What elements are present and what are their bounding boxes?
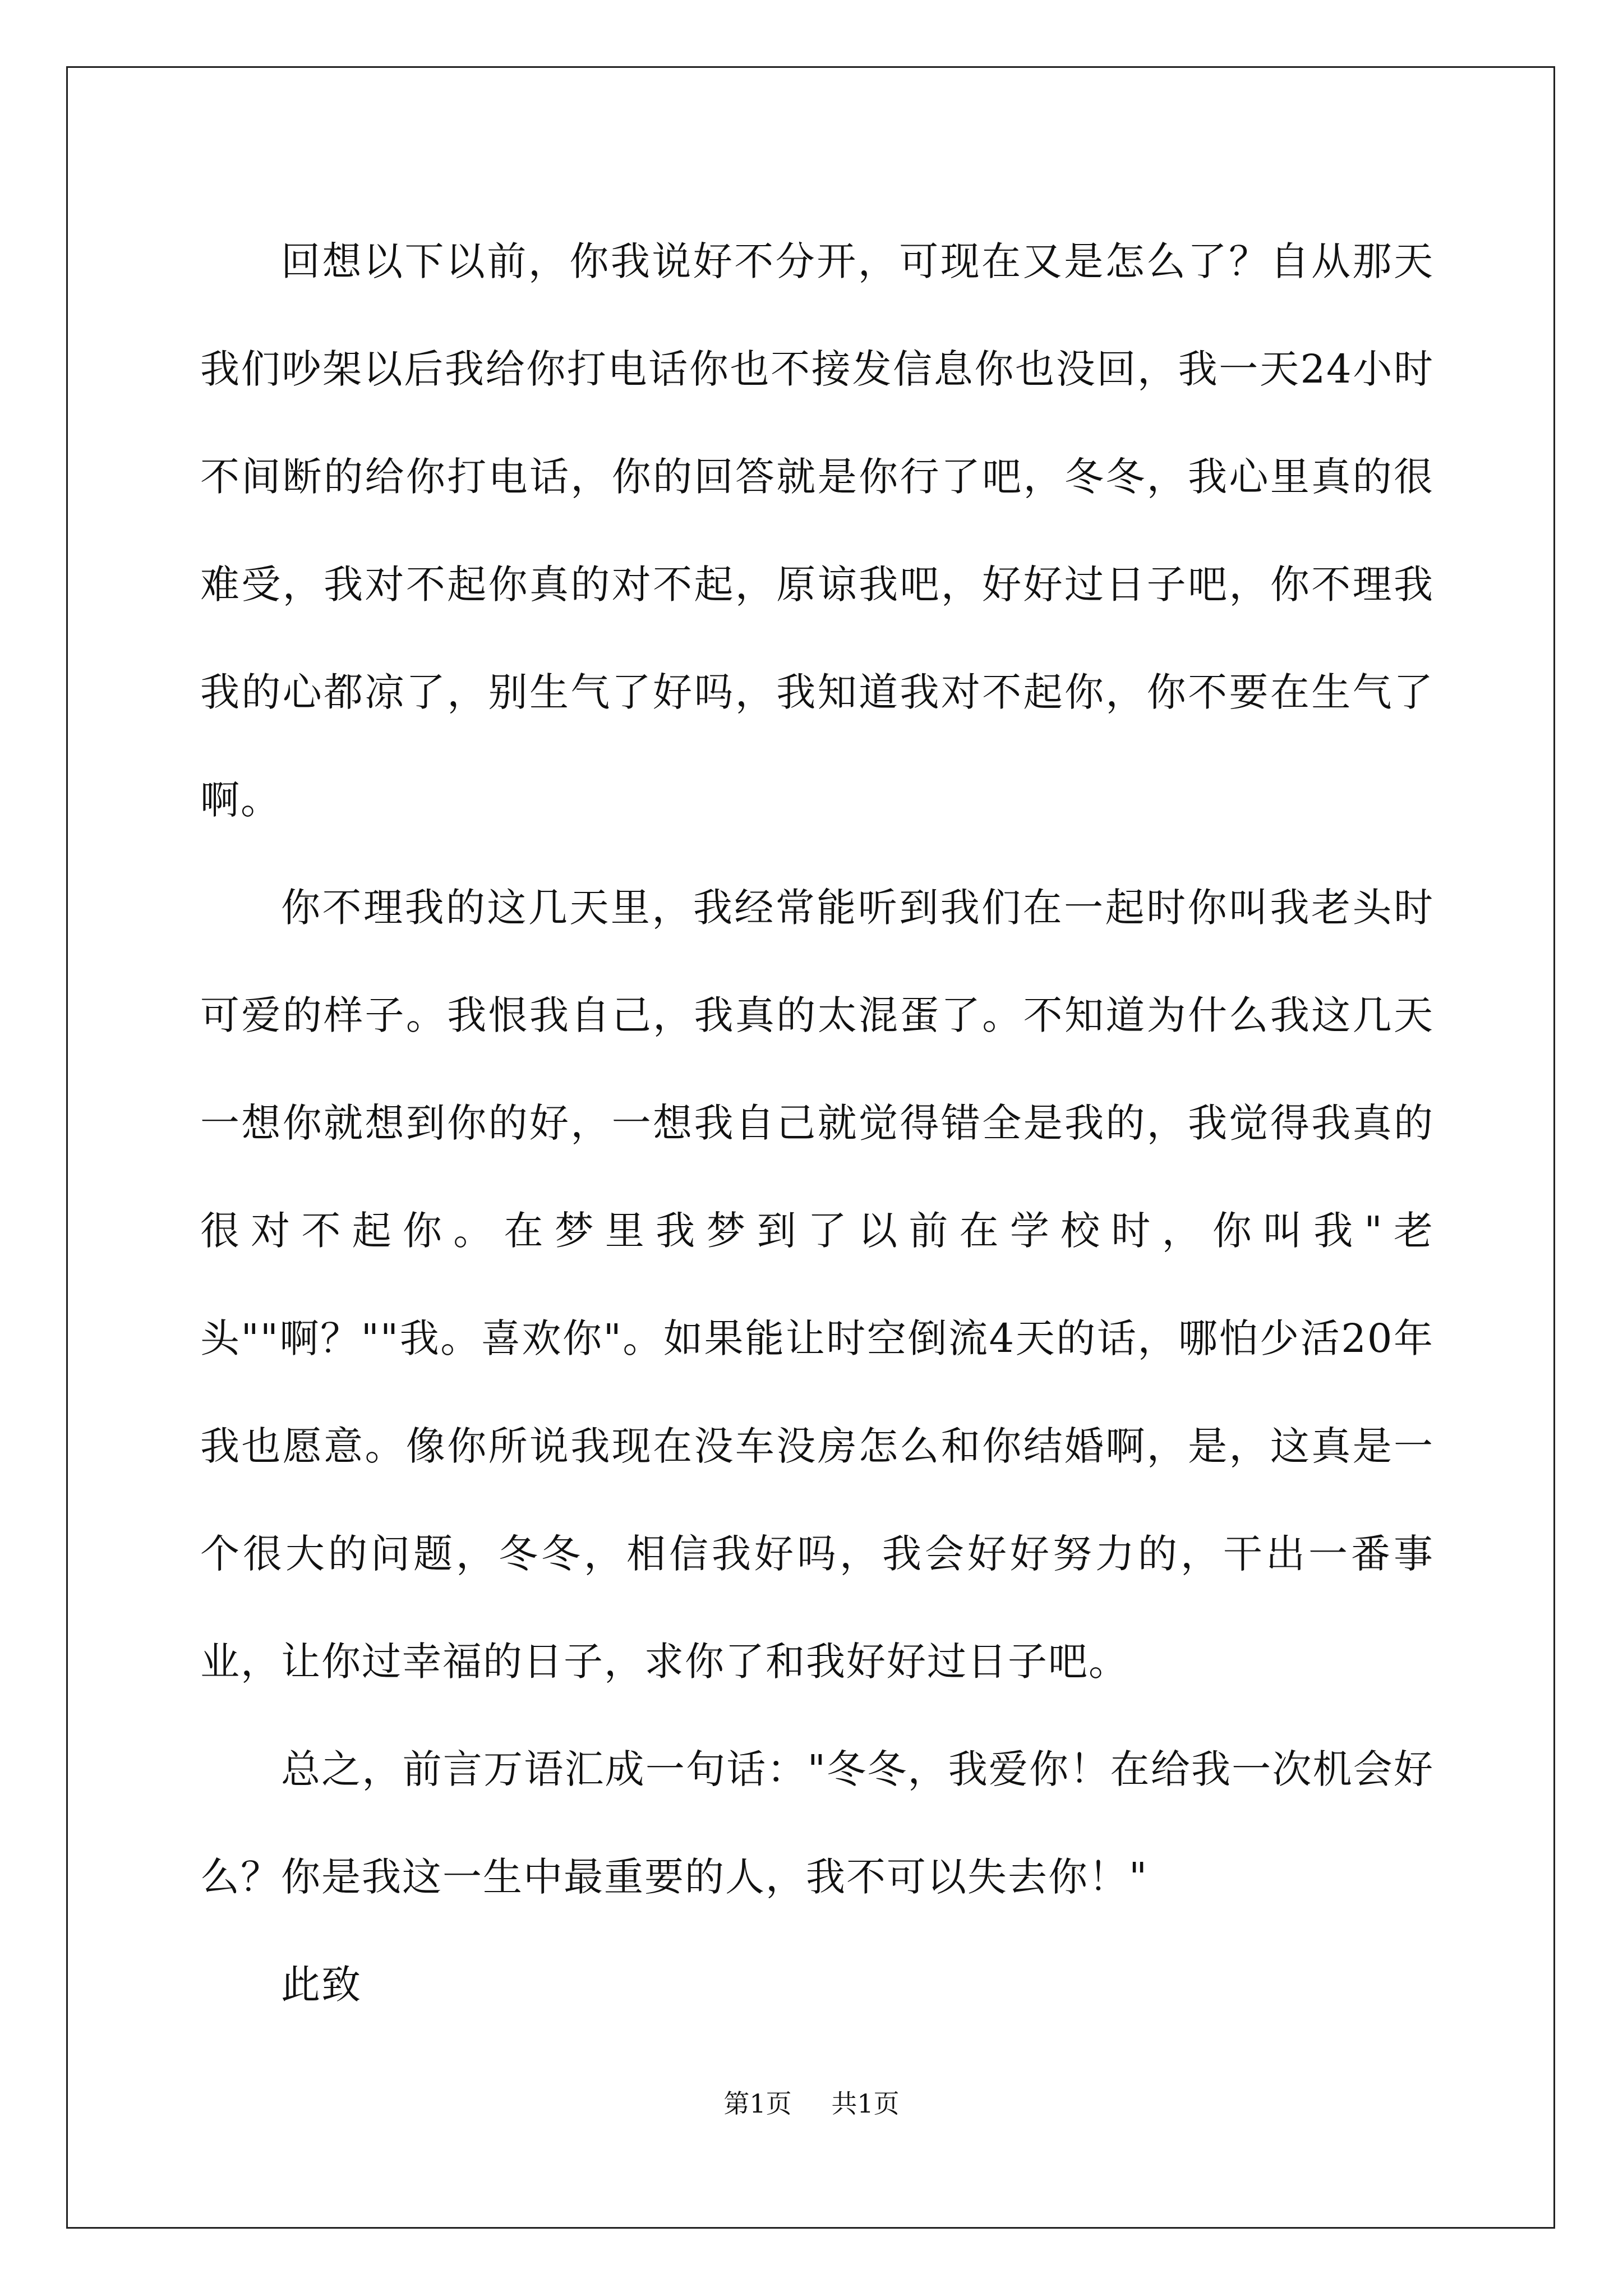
paragraph-2: 你不理我的这几天里，我经常能听到我们在一起时你叫我老头时可爱的样子。我恨我自己，我真的太混蛋了。不知道为什么我这几天一想你就想到你的好，一想我自己就觉得错全是我的，我觉得我真的很对不起你。在梦里我梦到了以前在学校时，你叫我"老头""啊？""我。喜欢你"。如果能让时空倒流4天的话，哪怕少活20年我也愿意。像你所说我现在没车没房怎么和你结婚啊，是，这真是一个很大的问题，冬冬，相信我好吗，我会好好努力的，干出一番事业，让你过幸福的日子，求你了和我好好过日子吧。 (200, 885, 1434, 1685)
closing-salutation: 此致 (281, 1962, 362, 2008)
paragraph-1: 回想以下以前，你我说好不分开，可现在又是怎么了？自从那天我们吵架以后我给你打电话你也不接发信息你也没回，我一天24小时不间断的给你打电话，你的回答就是你行了吧，冬冬，我心里真的很难受，我对不起你真的对不起，原谅我吧，好好过日子吧，你不理我我的心都凉了，别生气了好吗，我知道我对不起你，你不要在生气了啊。 (200, 238, 1434, 823)
page-footer (0, 2087, 1623, 2120)
page-number-current: 第1页 (723, 2088, 792, 2119)
page-number-total: 共1页 (831, 2088, 900, 2119)
letter-body (200, 208, 1434, 2039)
paragraph-3: 总之，前言万语汇成一句话："冬冬，我爱你！在给我一次机会好么？你是我这一生中最重要的人，我不可以失去你！" (200, 1746, 1434, 1900)
